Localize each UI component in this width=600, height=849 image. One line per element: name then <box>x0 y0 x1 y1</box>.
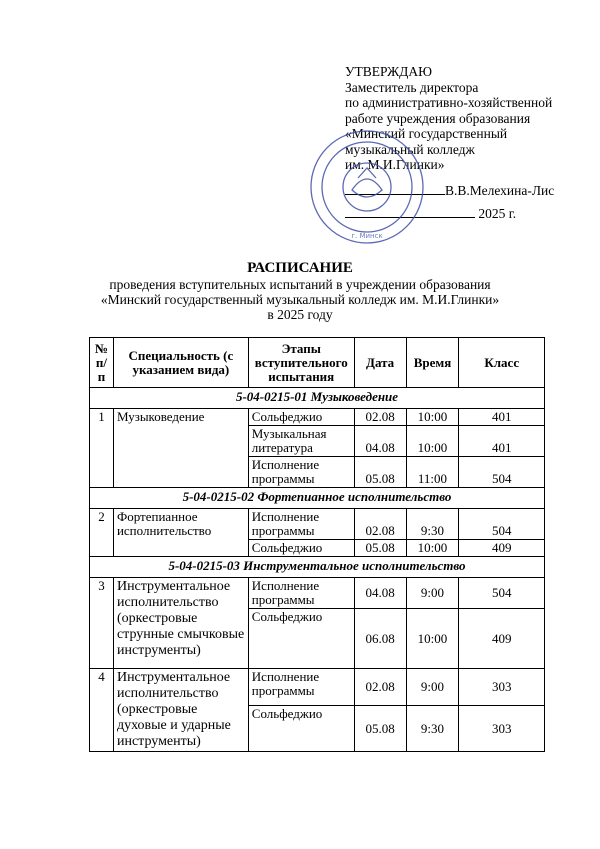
approval-line: «Минский государственный <box>345 126 508 141</box>
row-spec: Фортепианное исполнительство <box>113 509 248 557</box>
row-time: 9:00 <box>406 578 459 609</box>
row-date: 05.08 <box>354 457 406 488</box>
date-suffix: 2025 г. <box>478 206 517 221</box>
table-row <box>90 509 545 540</box>
row-stage: Сольфеджио <box>248 540 354 557</box>
subtitle-line: «Минский государственный музыкальный колледж им. М.И.Глинки» <box>100 292 500 307</box>
row-spec: Музыковедение <box>113 409 248 488</box>
row-room: 401 <box>459 409 545 426</box>
header-room: Класс <box>459 338 545 388</box>
row-stage: Исполнение программы <box>248 457 354 488</box>
header-time: Время <box>406 338 459 388</box>
approval-line: УТВЕРЖДАЮ <box>345 64 433 79</box>
row-date: 05.08 <box>354 540 406 557</box>
table-row <box>90 578 545 609</box>
row-room: 303 <box>459 669 545 706</box>
row-date: 04.08 <box>354 426 406 457</box>
header-spec: Специальность (с указанием вида) <box>113 338 248 388</box>
section-title: 5-04-0215-01 Музыковедение <box>90 388 545 409</box>
row-stage: Исполнение программы <box>248 669 354 706</box>
approval-line: музыкальный колледж <box>345 141 475 157</box>
row-room: 409 <box>459 609 545 669</box>
page-title: РАСПИСАНИЕ <box>247 260 353 276</box>
signature-name: В.В.Мелехина-Лис <box>445 182 555 198</box>
section-row <box>90 557 545 578</box>
row-date: 02.08 <box>354 409 406 426</box>
row-date: 04.08 <box>354 578 406 609</box>
section-title: 5-04-0215-02 Фортепианное исполнительство <box>90 488 545 509</box>
row-room: 504 <box>459 457 545 488</box>
schedule-table <box>89 337 545 752</box>
row-time: 11:00 <box>406 457 459 488</box>
row-stage: Сольфеджио <box>248 609 354 669</box>
row-time: 10:00 <box>406 426 459 457</box>
approval-line: им. М.И.Глинки» <box>345 157 445 172</box>
row-date: 02.08 <box>354 509 406 540</box>
row-date: 05.08 <box>354 706 406 752</box>
row-stage: Музыкальная литература <box>248 426 354 457</box>
row-num: 4 <box>90 669 114 752</box>
approval-line: работе учреждения образования <box>345 110 531 126</box>
table-row <box>90 669 545 706</box>
subtitle-line: в 2025 году <box>267 307 333 322</box>
section-row <box>90 488 545 509</box>
subtitle <box>0 277 600 322</box>
row-stage: Исполнение программы <box>248 509 354 540</box>
row-time: 10:00 <box>406 409 459 426</box>
row-time: 9:30 <box>406 509 459 540</box>
row-stage: Исполнение программы <box>248 578 354 609</box>
seal-stamp <box>308 128 426 246</box>
header-date: Дата <box>354 338 406 388</box>
row-stage: Сольфеджио <box>248 706 354 752</box>
approval-line: по административно-хозяйственной <box>345 95 553 110</box>
row-stage: Сольфеджио <box>248 409 354 426</box>
row-room: 401 <box>459 426 545 457</box>
row-time: 9:30 <box>406 706 459 752</box>
row-time: 9:00 <box>406 669 459 706</box>
row-num: 3 <box>90 578 114 669</box>
svg-text:г. Минск: г. Минск <box>351 232 383 240</box>
row-date: 06.08 <box>354 609 406 669</box>
row-num: 2 <box>90 509 114 557</box>
table-row <box>90 409 545 426</box>
row-time: 10:00 <box>406 609 459 669</box>
header-stage: Этапы вступительного испытания <box>248 338 354 388</box>
table-header-row <box>90 338 545 388</box>
approval-line: Заместитель директора <box>345 79 479 95</box>
row-time: 10:00 <box>406 540 459 557</box>
row-room: 504 <box>459 578 545 609</box>
row-date: 02.08 <box>354 669 406 706</box>
header-num: № п/п <box>90 338 114 388</box>
row-room: 409 <box>459 540 545 557</box>
row-spec: Инструментальное исполнительство (оркестровые духовые и ударные инструменты) <box>113 669 248 752</box>
row-spec: Инструментальное исполнительство (оркестровые струнные смычковые инструменты) <box>113 578 248 669</box>
row-num: 1 <box>90 409 114 488</box>
section-title: 5-04-0215-03 Инструментальное исполнительство <box>90 557 545 578</box>
section-row <box>90 388 545 409</box>
row-room: 303 <box>459 706 545 752</box>
subtitle-line: проведения вступительных испытаний в учреждении образования <box>109 277 491 292</box>
row-room: 504 <box>459 509 545 540</box>
